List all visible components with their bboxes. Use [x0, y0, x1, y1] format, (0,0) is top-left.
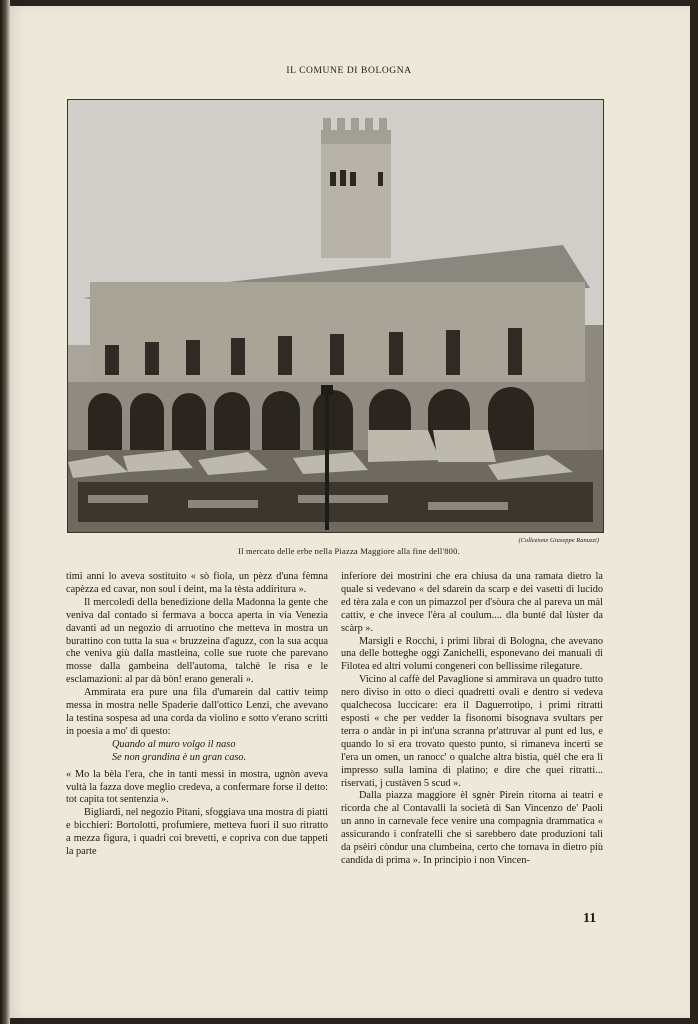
left-text-column [66, 571, 328, 859]
paragraph: « Mo la bèla l'era, che in tanti messi in mostra, ugnòn aveva vultà la fazza dove meglio credeva, a confermare forse il detto: tot capita tot sentenzia ». [66, 768, 328, 806]
paragraph: Il mercoledì della benedizione della Madonna la gente che veniva dal contado si fermava a bocca aperta in via Venezia davanti ad un negozio di arruotino che metteva in mostra un burattino con tutta la sua « bruzzeina d'aguzz, con la sua acqua che veniva giù dalla mastleina, colle sue ruote che parevano mosse dalla gambeina dell'automa, talchè le risa e le esclamazioni: al par dà bòn! erano generali ». [66, 596, 328, 686]
verse-block [112, 739, 328, 765]
paragraph: timi anni lo aveva sostituito « sò fiola, un pèzz d'una fèmna capèzza ed cavar, non soul i deint, ma la tèsta addiritura ». [66, 571, 328, 595]
page-gutter-shadow [0, 0, 10, 1024]
page-number: 11 [583, 911, 597, 926]
paragraph: inferiore dei mostrini che era chiusa da una ramata dietro la quale si vedevano « del sdarein da scarp e dei vasetti di lucido ed tèra zala e con un pimazzol per d'sòura che al pareva un màl cattiv, e che invece l'èra al coulum.... dla bunté dal lùster da scàrp ». [341, 571, 603, 634]
paragraph: Ammirata era pure una fila d'umarein dal cattiv teimp messa in mostra nelle Spaderie dall'ottico Lenzi, che avevano la testina sospesa ad una corda da violino e sotto v'erano scritti in poesia a mo' di questo: [66, 687, 328, 737]
running-header: IL COMUNE DI BOLOGNA [286, 66, 412, 76]
figure-caption: Il mercato delle erbe nella Piazza Maggiore alla fine dell'800. [238, 546, 460, 556]
paragraph: Vicino al caffè del Pavaglione si ammirava un quadro tutto nero diviso in otto o dieci quadretti ovali e dentro si vedeva qualchecosa luccicare: era il Daguerrotipo, i primi ritratti esposti « che per vedder la fisonomì bisognava svultars per terra o andàr in pi int'una scranna pr'attruvar al punt ed lus, e quando lo si era trovato questo punto, si rimaneva incerti se l'era un omen, un ranocc' o qualche altra bistia, quèl che era lì impresso sulla lamina di platino; e dire che quei ritratti... riservati, j custàven 5 scud ». [341, 674, 603, 789]
verse-line: Quando al muro volgo il naso [112, 738, 236, 750]
paragraph: Dalla piazza maggiore èl sgnèr Pirein ritorna ai teatri e ricorda che al Contavalli la società di San Vincenzo de' Paoli un anno in carnevale fece venire una compagnia drammatica « assicurando i confratelli che si sarebbero date produzioni tali da psèiri còndur una clumbeina, certo che tornava in dietro più candida di prima ». In principio i non Vincen- [341, 790, 603, 866]
paragraph: Bigliardi, nel negozio Pitani, sfoggiava una mostra di piatti e bicchieri: Bortolotti, profumiere, metteva fuori il suo ritratto a mezza figura, i quadri coi brevetti, e copriva con due tappeti la parte [66, 807, 328, 858]
photo-credit: (Collezione Giuseppe Ranuzzi) [518, 537, 599, 544]
palazzo-photograph [67, 99, 604, 533]
paragraph: Marsigli e Rocchi, i primi librai di Bologna, che avevano una delle botteghe oggi Zanichelli, esponevano dei manuali di Filotea ed altri volumi congeneri con bellissime rilegature. [341, 635, 603, 673]
right-text-column [341, 571, 603, 868]
verse-line: Se non grandina è un gran caso. [112, 751, 247, 763]
